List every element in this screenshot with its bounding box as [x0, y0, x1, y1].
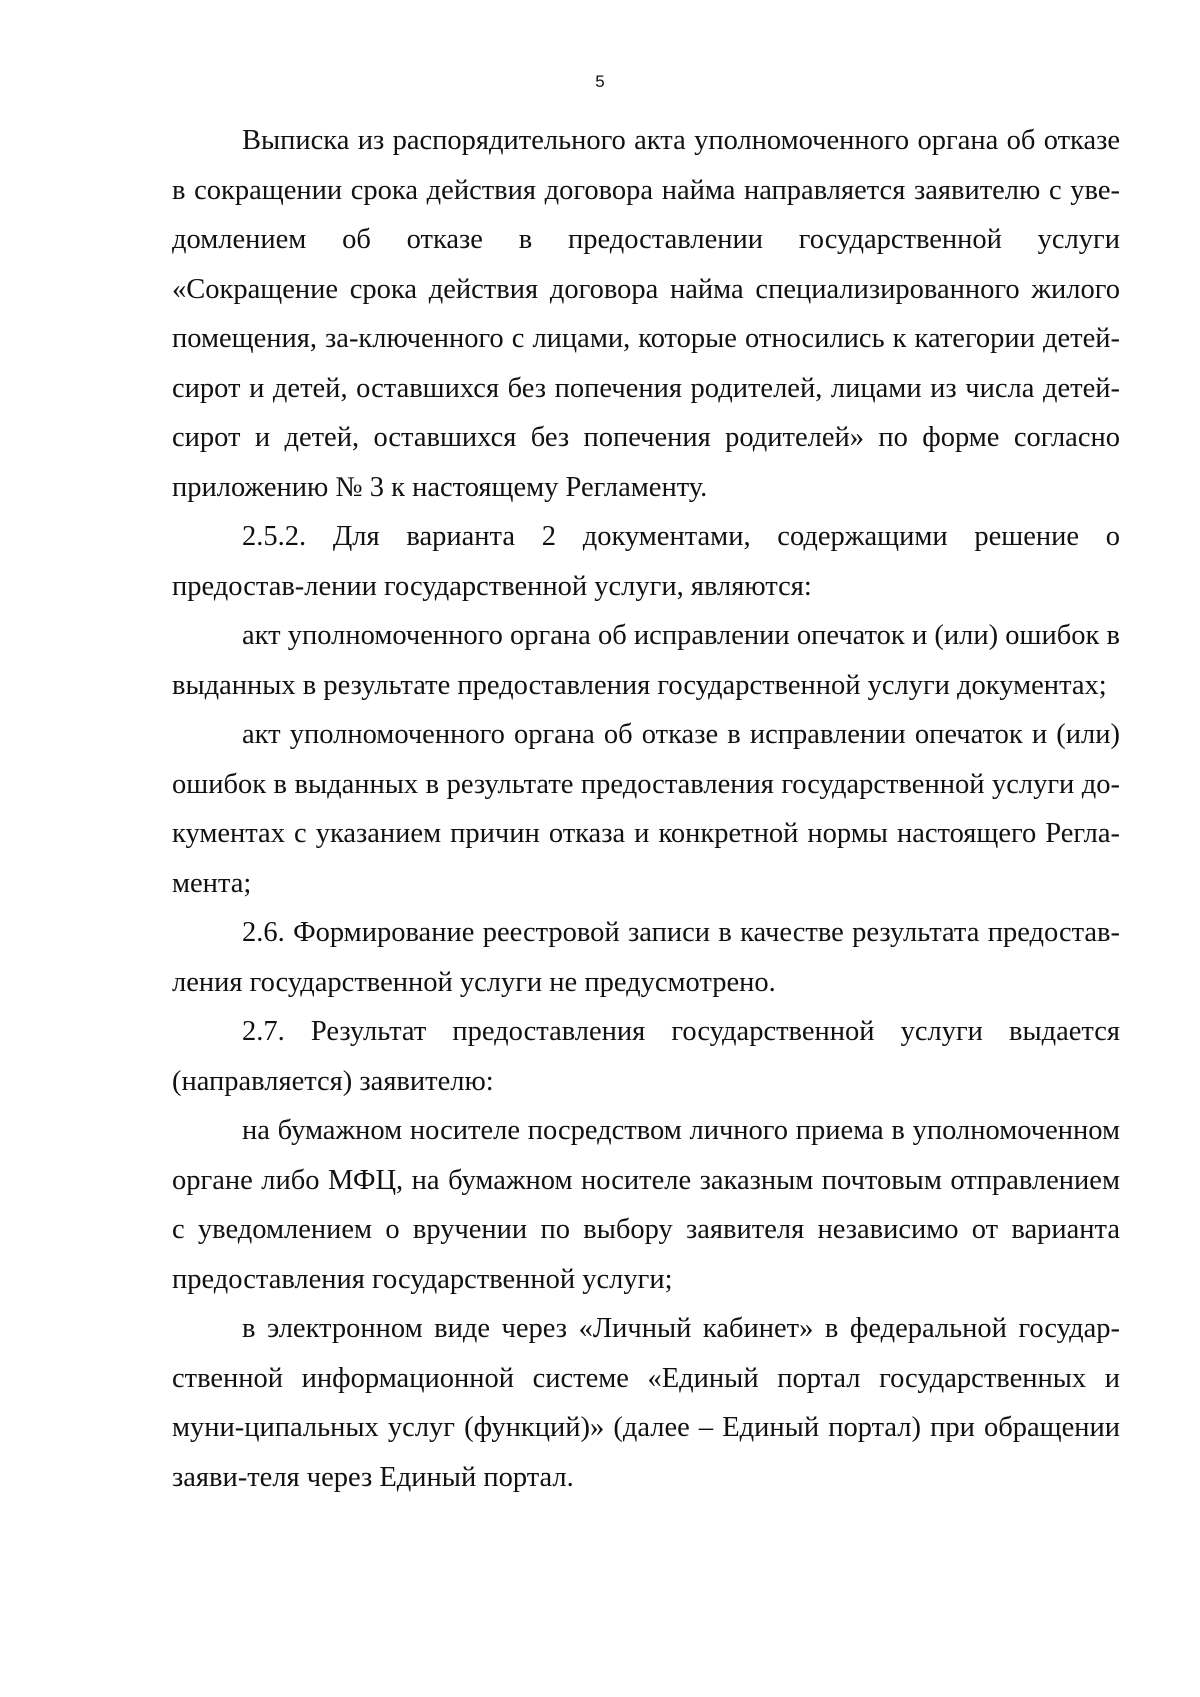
- paragraph-act-correction: акт уполномоченного органа об исправлении опечаток и (или) ошибок в выданных в результате предоставления государственной услуги документах;: [172, 620, 1120, 701]
- paragraph-2-7: 2.7. Результат предоставления государственной услуги выдается (направляется) заявителю:: [172, 1016, 1120, 1097]
- paragraph-extract-refusal: Выписка из распорядительного акта уполномоченного органа об отказе в сокращении срока действия договора найма направляется заявителю с уве-домлением об отказе в предоставлении государственной услуги «Сокращение срока действия договора найма специализированного жилого помещения, за-ключенного с лицами, которые относились к категории детей-сирот и детей, оставшихся без попечения родителей, лицами из числа детей-сирот и детей, оставшихся без попечения родителей» по форме согласно приложению № 3 к настоящему Регламенту.: [172, 125, 1120, 503]
- document-body: [172, 116, 1120, 1502]
- paragraph-act-refusal-correction: акт уполномоченного органа об отказе в исправлении опечаток и (или) ошибок в выданных в результате предоставления государственной услуги до-кументах с указанием причин отказа и конкретной нормы настоящего Регла-мента;: [172, 719, 1120, 899]
- paragraph-2-6: 2.6. Формирование реестровой записи в качестве результата предостав-ления государственной услуги не предусмотрено.: [172, 917, 1120, 998]
- paragraph-2-5-2: 2.5.2. Для варианта 2 документами, содержащими решение о предостав-лении государственной услуги, являются:: [172, 521, 1120, 602]
- paragraph-electronic-delivery: в электронном виде через «Личный кабинет» в федеральной государ-ственной информационной системе «Единый портал государственных и муни-ципальных услуг (функций)» (далее – Единый портал) при обращении заяви-теля через Единый портал.: [172, 1313, 1120, 1493]
- paragraph-paper-delivery: на бумажном носителе посредством личного приема в уполномоченном органе либо МФЦ, на бумажном носителе заказным почтовым отправлением с уведомлением о вручении по выбору заявителя независимо от варианта предоставления государственной услуги;: [172, 1115, 1120, 1295]
- page-number: 5: [595, 72, 605, 91]
